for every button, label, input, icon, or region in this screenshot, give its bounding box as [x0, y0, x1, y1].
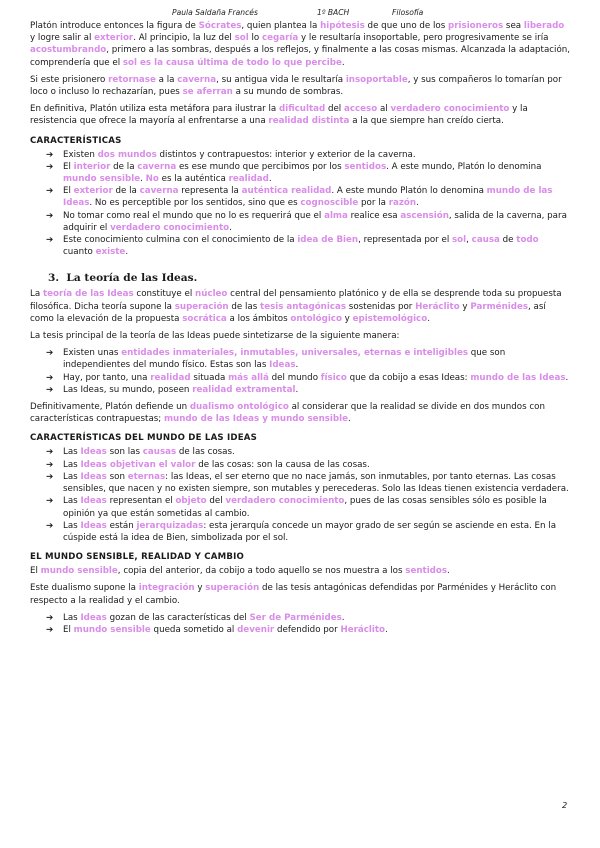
text-run: de las tesis antagónicas defendidas por Parménides y Heráclito con respecto a la realidad y el cambio. [30, 583, 557, 606]
text-run: Las [63, 459, 81, 470]
highlighted-term: cognoscible [300, 198, 359, 209]
text-run: La tesis principal de la teoría de las Ideas puede sintetizarse de la siguiente manera: [30, 331, 400, 342]
highlighted-term: dualismo ontológico [189, 402, 289, 413]
paragraph [30, 20, 571, 69]
highlighted-term: devenir [237, 624, 275, 635]
text-run: y [341, 313, 353, 324]
text-run: Existen unas [63, 348, 122, 359]
list-item [30, 149, 571, 161]
text-run: . [229, 222, 232, 233]
highlighted-term: verdadero conocimiento [225, 496, 345, 507]
text-run: . [295, 384, 299, 395]
heading-caracteristicas: CARACTERÍSTICAS [30, 135, 122, 146]
highlighted-term: auténtica realidad [241, 186, 332, 197]
text-run: cuanto [63, 247, 96, 258]
text-run: y [459, 301, 471, 312]
text-run: son [106, 471, 128, 482]
text-run: , salida de la caverna, para adquirir el [63, 210, 567, 233]
text-run: , pues de las cosas sensibles sólo es posible la opinión ya que están sometidas al cambio. [63, 496, 547, 519]
highlighted-term: teoría de las Ideas [42, 289, 134, 300]
highlighted-term: causas [142, 447, 177, 458]
text-run: . [348, 414, 351, 425]
text-run: de la [110, 161, 138, 172]
text-run: sea [503, 21, 524, 31]
highlighted-term: sol es la causa última de todo lo que percibe [122, 57, 342, 68]
text-run: de las cosas. [176, 447, 235, 458]
text-run: representa la [178, 186, 242, 197]
text-run: , y sus compañeros lo tomarían por loco o incluso lo rechazarían, pues [30, 74, 562, 98]
text-run: , representada por el [358, 235, 453, 246]
text-run: Definitivamente, Platón defiende un [30, 402, 190, 413]
page-content [30, 20, 571, 641]
paragraph [30, 103, 571, 127]
text-run: En definitiva, Platón utiliza esta metáfora para ilustrar la [30, 104, 279, 115]
highlighted-term: integración [138, 583, 195, 594]
highlighted-term: razón [388, 198, 417, 209]
highlighted-term: dificultad [279, 104, 326, 115]
text-run: a los ámbitos [226, 313, 291, 324]
highlighted-term: caverna [137, 161, 177, 172]
list-item [30, 612, 571, 624]
list-item [30, 384, 571, 396]
highlighted-term: acostumbrando [30, 45, 107, 56]
paragraph [30, 582, 571, 606]
text-run: No tomar como real el mundo que no lo es requerirá que el [63, 210, 325, 221]
text-run: a su mundo de sombras. [232, 87, 344, 98]
highlighted-term: tesis antagónicas [260, 301, 347, 312]
text-run: Las [63, 520, 81, 531]
text-run: . [447, 566, 450, 577]
text-run: sostenidas por [346, 301, 416, 312]
highlighted-term: Ideas [269, 360, 296, 371]
text-run: , así como la elevación de la propuesta [30, 301, 546, 324]
text-run: y logre salir al [30, 33, 95, 44]
highlighted-term: todo [516, 235, 539, 246]
header-author: Paula Saldaña Francés [172, 8, 258, 17]
text-run: de las cosas: son la causa de las cosas. [195, 459, 370, 470]
highlighted-term: mundo de las Ideas y mundo sensible [163, 414, 348, 425]
text-run: . [341, 612, 345, 623]
text-run: . [427, 313, 430, 324]
text-run: Este dualismo supone la [30, 583, 139, 594]
text-run: , [466, 235, 472, 246]
text-run: . [341, 57, 345, 68]
highlighted-term: interior [73, 161, 111, 172]
highlighted-term: causa [471, 235, 500, 246]
bullet-list [30, 347, 571, 396]
highlighted-term: entidades inmateriales, inmutables, universales, eternas e inteligibles [121, 348, 469, 359]
text-run: . [268, 174, 272, 185]
highlighted-term: existe [95, 247, 126, 258]
highlighted-term: mundo sensible [40, 566, 118, 577]
text-run: La [30, 289, 43, 300]
paragraph [30, 330, 571, 342]
highlighted-term: hipótesis [320, 21, 365, 31]
highlighted-term: prisioneros [448, 21, 504, 31]
highlighted-term: liberado [523, 21, 565, 31]
text-run: . [384, 624, 388, 635]
highlighted-term: insoportable [345, 74, 408, 85]
list-item [30, 624, 571, 636]
highlighted-term: Sócrates [198, 21, 242, 31]
section-title: 3. La teoría de las Ideas. [48, 272, 198, 285]
highlighted-term: Heráclito [340, 624, 385, 635]
highlighted-term: No [145, 174, 159, 185]
text-run: : esta jerarquía concede un mayor grado de ser según se asciende en esta. En la cúspide está la idea de Bien, simbolizada por el sol. [63, 520, 557, 543]
highlighted-term: realidad extramental [192, 384, 296, 395]
text-run: . [140, 174, 146, 185]
highlighted-term: Heráclito [415, 301, 460, 312]
text-run: . A este mundo Platón lo denomina [331, 186, 487, 197]
highlighted-term: Ideas [80, 447, 107, 458]
highlighted-term: eternas [127, 471, 166, 482]
arrow-icon: ➔ [46, 496, 54, 507]
text-run: son las [106, 447, 143, 458]
heading-mundo-sensible: EL MUNDO SENSIBLE, REALIDAD Y CAMBIO [30, 552, 244, 563]
highlighted-term: acceso [343, 104, 378, 115]
paragraph [30, 401, 571, 425]
highlighted-term: ontológico [290, 313, 342, 324]
highlighted-term: realidad [228, 174, 269, 185]
text-run: El [30, 566, 41, 577]
text-run: es la auténtica [158, 174, 229, 185]
highlighted-term: ascensión [400, 210, 449, 221]
arrow-icon: ➔ [46, 624, 54, 635]
highlighted-term: Ideas [80, 471, 107, 482]
text-run: queda sometido al [150, 624, 238, 635]
text-run: de las [228, 301, 261, 312]
highlighted-term: Ideas [80, 520, 107, 531]
text-run: Las [63, 612, 81, 623]
text-run: El [63, 186, 74, 197]
text-run: del [325, 104, 344, 115]
text-run: central del pensamiento platónico y de ella se desprende toda su propuesta filosófica. Dicha teoría supone la [30, 289, 562, 312]
arrow-icon: ➔ [46, 471, 54, 482]
highlighted-term: sol [234, 33, 249, 44]
text-run: . [125, 247, 129, 258]
text-run: Las Ideas, su mundo, poseen [63, 384, 193, 395]
arrow-icon: ➔ [46, 235, 54, 246]
list-item [30, 471, 571, 495]
header-course: 1º BACH [317, 8, 350, 17]
highlighted-term: superación [205, 583, 260, 594]
list-item [30, 495, 571, 519]
arrow-icon: ➔ [46, 348, 54, 359]
text-run: del mundo [268, 372, 321, 383]
list-item [30, 185, 571, 209]
highlighted-term: alma [324, 210, 348, 221]
highlighted-term: sol [452, 235, 467, 246]
text-run: gozan de las características del [106, 612, 250, 623]
highlighted-term: verdadero conocimiento [390, 104, 510, 115]
arrow-icon: ➔ [46, 384, 54, 395]
text-run: : las Ideas, el ser eterno que no nace jamás, son inmutables, por tanto eternas. Las cosas sensibles, que nacen y no existen siempre, son mutables y perecederas. Solo las Ideas tienen existencia verdadera. [63, 471, 569, 495]
text-run: distintos y contrapuestos: interior y exterior de la caverna. [156, 149, 416, 160]
text-run: El [63, 624, 74, 635]
highlighted-term: idea de Bien [297, 235, 359, 246]
text-run: , copia del anterior, da cobijo a todo aquello se nos muestra a los [117, 566, 406, 577]
highlighted-term: Ideas [80, 612, 107, 623]
highlighted-term: caverna [139, 186, 179, 197]
paragraph [30, 288, 571, 325]
highlighted-term: dos mundos [97, 149, 157, 160]
highlighted-term: epistemológico [352, 313, 428, 324]
text-run: situada [190, 372, 229, 383]
text-run: Las [63, 496, 81, 507]
list-item [30, 210, 571, 234]
highlighted-term: Ideas [80, 496, 107, 507]
text-run: de [499, 235, 517, 246]
highlighted-term: exterior [73, 186, 113, 197]
highlighted-term: Ser de Parménides [249, 612, 342, 623]
highlighted-term: mundo sensible [73, 624, 151, 635]
list-item [30, 372, 571, 384]
highlighted-term: Parménides [470, 301, 529, 312]
text-run: y [194, 583, 206, 594]
page-header [0, 8, 600, 20]
arrow-icon: ➔ [46, 372, 54, 383]
highlighted-term: exterior [94, 33, 134, 44]
text-run: Existen [63, 149, 98, 160]
list-item [30, 446, 571, 458]
arrow-icon: ➔ [46, 520, 54, 531]
bullet-list [30, 149, 571, 259]
highlighted-term: se aferran [182, 87, 233, 98]
list-item [30, 234, 571, 258]
highlighted-term: retornase [108, 74, 156, 85]
text-run: lo [248, 33, 262, 44]
highlighted-term: sentidos [344, 161, 387, 172]
text-run: de que uno de los [364, 21, 449, 31]
highlighted-term: socrática [182, 313, 227, 324]
text-run: realice esa [347, 210, 401, 221]
text-run: es ese mundo que percibimos por los [176, 161, 345, 172]
text-run: que da cobijo a esas Ideas: [346, 372, 471, 383]
text-run: El [63, 161, 74, 172]
paragraph [30, 565, 571, 577]
page-number: 2 [562, 800, 568, 810]
list-item [30, 520, 571, 544]
highlighted-term: mundo de las Ideas [63, 186, 553, 209]
text-run: al considerar que la realidad se divide en dos mundos con características contrapuestas; [30, 402, 545, 425]
highlighted-term: físico [320, 372, 347, 383]
text-run: , primero a las sombras, después a los reflejos, y finalmente a las cosas mismas. Alcanzada la adaptación, comprendería que el [30, 45, 571, 68]
highlighted-term: realidad [150, 372, 191, 383]
highlighted-term: objeto [175, 496, 207, 507]
text-run: de la [112, 186, 140, 197]
text-run: y la resistencia que ofrece la mayoría al enfrentarse a una [30, 104, 528, 127]
text-run: del [206, 496, 226, 507]
list-item [30, 161, 571, 185]
text-run: y le resultaría insoportable, pero progresivamente se iría [298, 33, 549, 44]
list-item [30, 459, 571, 471]
text-run: Las [63, 471, 81, 482]
header-subject: Filosofía [392, 8, 424, 17]
paragraph [30, 74, 571, 98]
text-run: Hay, por tanto, una [63, 372, 151, 383]
text-run: a la [155, 74, 178, 85]
text-run: a la que siempre han creído cierta. [349, 116, 504, 127]
arrow-icon: ➔ [46, 210, 54, 221]
highlighted-term: núcleo [195, 289, 228, 300]
heading-caracteristicas-ideas: CARACTERÍSTICAS DEL MUNDO DE LAS IDEAS [30, 433, 258, 444]
bullet-list [30, 612, 571, 636]
text-run: , quien plantea la [241, 21, 321, 31]
arrow-icon: ➔ [46, 447, 54, 458]
highlighted-term: caverna [177, 74, 217, 85]
text-run: que son independientes del mundo físico. Estas son las [63, 348, 506, 371]
text-run: . No es perceptible por los sentidos, sino que es [89, 198, 301, 209]
text-run: Las [63, 447, 81, 458]
highlighted-term: Ideas objetivan el valor [80, 459, 196, 470]
text-run: al [377, 104, 391, 115]
highlighted-term: mundo de las Ideas [470, 372, 566, 383]
bullet-list [30, 446, 571, 544]
text-run: defendido por [274, 624, 341, 635]
arrow-icon: ➔ [46, 186, 54, 197]
text-run: . [295, 360, 299, 371]
arrow-icon: ➔ [46, 161, 54, 172]
highlighted-term: jerarquizadas [136, 520, 204, 531]
text-run: constituye el [133, 289, 196, 300]
highlighted-term: más allá [228, 372, 269, 383]
text-run: Este conocimiento culmina con el conocimiento de la [63, 235, 298, 246]
highlighted-term: realidad distinta [268, 116, 350, 127]
arrow-icon: ➔ [46, 149, 54, 160]
text-run: . A este mundo, Platón lo denomina [386, 161, 542, 172]
text-run: por la [358, 198, 389, 209]
text-run: representan el [106, 496, 176, 507]
text-run: . Al principio, la luz del [133, 33, 235, 44]
text-run: están [106, 520, 137, 531]
list-item [30, 347, 571, 371]
text-run: , su antigua vida le resultaría [216, 74, 346, 85]
highlighted-term: verdadero conocimiento [110, 222, 230, 233]
text-run: Si este prisionero [30, 74, 109, 85]
highlighted-term: cegaría [262, 33, 299, 44]
text-run: Platón introduce entonces la figura de [30, 21, 199, 31]
highlighted-term: mundo sensible [63, 174, 141, 185]
arrow-icon: ➔ [46, 612, 54, 623]
highlighted-term: sentidos [405, 566, 448, 577]
text-run: . [416, 198, 419, 209]
arrow-icon: ➔ [46, 459, 54, 470]
text-run: . [565, 372, 569, 383]
highlighted-term: superación [174, 301, 229, 312]
